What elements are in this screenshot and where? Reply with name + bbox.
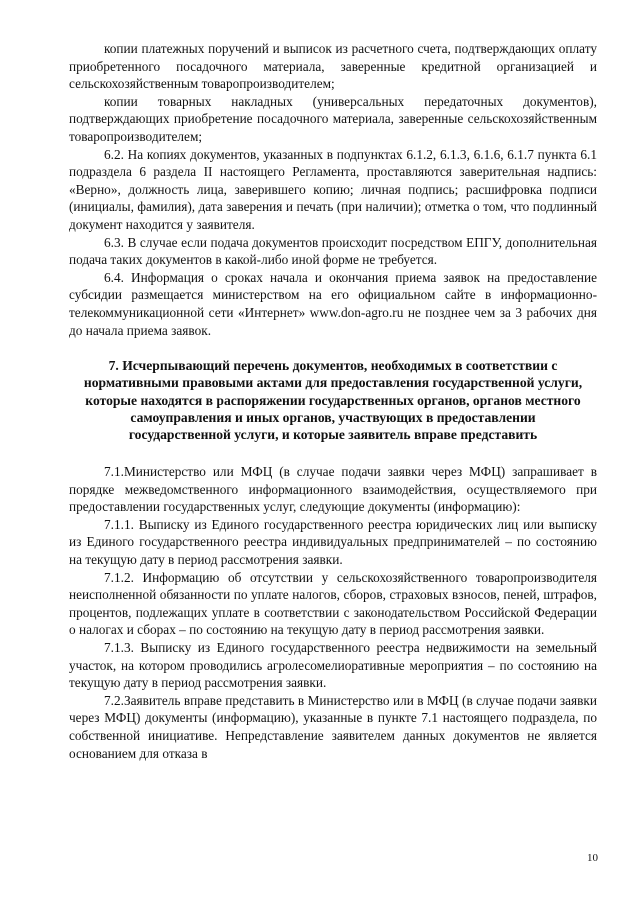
paragraph-7-1: 7.1.Министерство или МФЦ (в случае подачи заявки через МФЦ) запрашивает в порядке межведомственного информационного взаимодействия, осуществляемого при предоставлении государственных услуг, следующие документы (информацию): [69,464,597,515]
paragraph-waybills: копии товарных накладных (универсальных передаточных документов), подтверждающих приобретение посадочного материала, заверенные сельскохозяйственным товаропроизводителем; [69,93,597,144]
paragraph-payment-orders: копии платежных поручений и выписок из расчетного счета, подтверждающих оплату приобретенного посадочного материала, заверенные кредитной организацией и сельскохозяйственным товаропроизводителем; [69,41,597,92]
page-number: 10 [587,852,598,864]
paragraph-6-3: 6.3. В случае если подача документов происходит посредством ЕПГУ, дополнительная подача таких документов в какой-либо иной форме не требуется. [69,234,597,268]
paragraph-7-1-2: 7.1.2. Информацию об отсутствии у сельскохозяйственного товаропроизводителя неисполненной обязанности по уплате налогов, сборов, страховых взносов, пеней, штрафов, процентов, подлежащих уплате в соответствии с законодательством Российской Федерации о налогах и сборах – по состоянию на текущую дату в период рассмотрения заявки. [69,569,597,638]
paragraph-6-4: 6.4. Информация о сроках начала и окончания приема заявок на предоставление субсидии размещается министерством на его официальном сайте в информационно-телекоммуникационной сети «Интернет» www.don-agro.ru не позднее чем за 3 рабочих дня до начала приема заявок. [69,269,597,338]
document-body [69,40,597,762]
paragraph-7-2: 7.2.Заявитель вправе представить в Министерство или в МФЦ (в случае подачи заявки через МФЦ) документы (информацию), указанные в пункте 7.1 настоящего подраздела, по собственной инициативе. Непредставление заявителем данных документов не является основанием для отказа в [69,692,597,761]
paragraph-7-1-3: 7.1.3. Выписку из Единого государственного реестра недвижимости на земельный участок, на котором проводились агролесомелиоративные мероприятия – по состоянию на текущую дату в период рассмотрения заявки. [69,640,597,691]
section-heading-7: 7. Исчерпывающий перечень документов, необходимых в соответствии с нормативными правовыми актами для предоставления государственной услуги, которые находятся в распоряжении государственных органов, органов местного самоуправления и иных органов, участвующих в предоставлении государственной услуги, и которые заявитель вправе представить [83,358,583,442]
paragraph-7-1-1: 7.1.1. Выписку из Единого государственного реестра юридических лиц или выписку из Единого государственного реестра индивидуальных предпринимателей – по состоянию на текущую дату в период рассмотрения заявки. [69,516,597,568]
paragraph-6-2: 6.2. На копиях документов, указанных в подпунктах 6.1.2, 6.1.3, 6.1.6, 6.1.7 пункта 6.1 подраздела 6 раздела II настоящего Регламента, проставляются заверительная надпись: «Верно», должность лица, заверившего копию; личная подпись; расшифровка подписи (инициалы, фамилия), дата заверения и печать (при наличии); отметка о том, что подлинный документ находится у заявителя. [69,146,597,232]
